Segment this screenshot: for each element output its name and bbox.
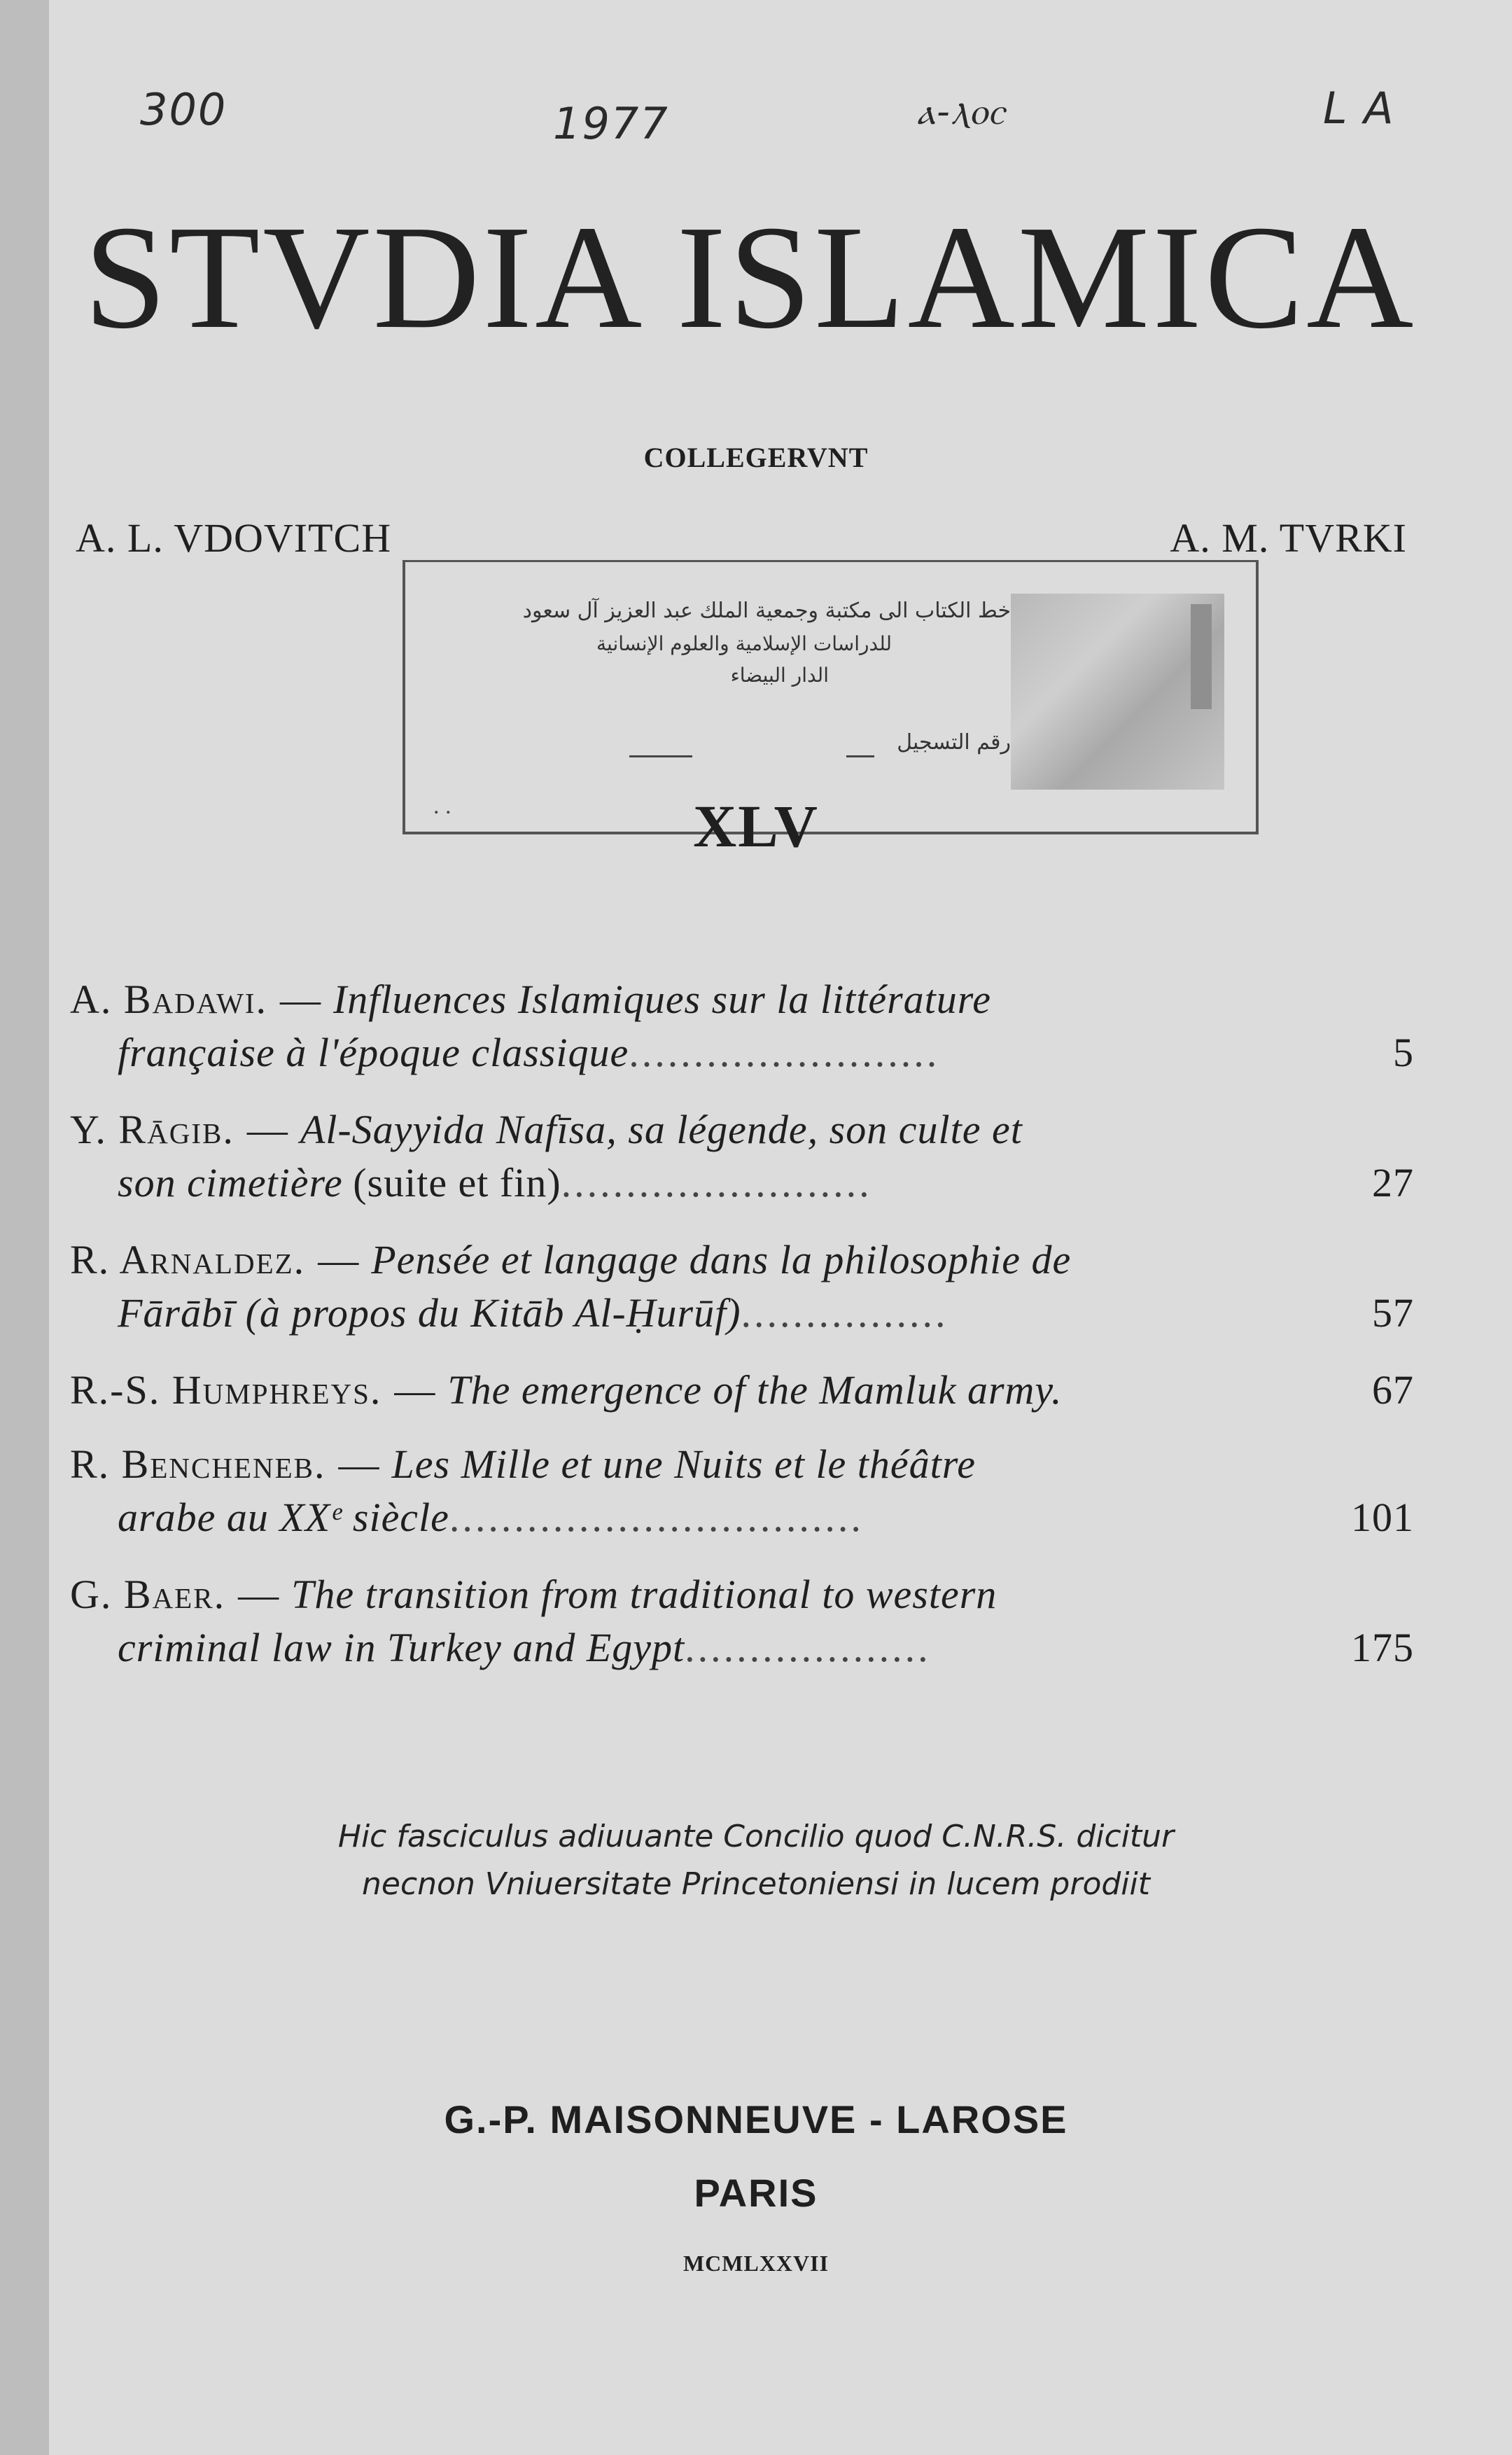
toc-dash: — xyxy=(318,1237,359,1282)
publication-city: PARIS xyxy=(694,2171,818,2215)
toc-title-cont: arabe au XXᵉ siècle xyxy=(118,1495,449,1540)
stamp-registration-label: رقم التسجيل xyxy=(897,730,1011,755)
toc-title: Al-Sayyida Nafīsa, sa légende, son culte et xyxy=(300,1107,1023,1152)
handwritten-note-left: 300 xyxy=(140,84,227,135)
toc-leader: ........................ xyxy=(561,1160,872,1205)
toc-page-number: 175 xyxy=(1351,1625,1414,1670)
publication-year: MCMLXXVII xyxy=(682,2251,830,2276)
toc-entry xyxy=(70,1233,1414,1340)
toc-page-number: 5 xyxy=(1393,1030,1414,1075)
toc-author: A. Badawi. xyxy=(70,977,267,1022)
toc-author: R. Bencheneb. xyxy=(70,1441,326,1487)
toc-title-cont: française à l'époque classique xyxy=(118,1030,629,1075)
funding-note-line-2: necnon Vniuersitate Princetoniensi in lucem prodiit xyxy=(361,1866,1151,1902)
publisher-name: G.-P. MAISONNEUVE - LAROSE xyxy=(444,2097,1068,2141)
toc-dash: — xyxy=(279,977,321,1022)
toc-leader: ........................ xyxy=(629,1030,940,1075)
toc-title-cont: criminal law in Turkey and Egypt xyxy=(118,1625,685,1670)
stamp-line-1: خط الكتاب الى مكتبة وجمعية الملك عبد العزيز آل سعود xyxy=(522,599,1011,623)
toc-entry xyxy=(70,1364,1414,1417)
toc-title: Influences Islamiques sur la littérature xyxy=(332,977,991,1022)
stamp-dash xyxy=(629,755,692,757)
book-spine-shadow xyxy=(0,0,49,2455)
toc-entry xyxy=(70,1568,1414,1674)
toc-title: The emergence of the Mamluk army. xyxy=(447,1367,1063,1413)
toc-title-cont: Fārābī (à propos du Kitāb Al-Ḥurūf) xyxy=(118,1290,741,1336)
toc-author: R.-S. Humphreys. xyxy=(70,1367,382,1413)
toc-leader: ................... xyxy=(685,1625,931,1670)
funding-note-line-1: Hic fasciculus adiuuante Concilio quod C.N.R.S. dicitur xyxy=(337,1819,1175,1854)
title-page xyxy=(49,0,1512,2455)
toc-entry xyxy=(70,1103,1414,1210)
toc-author: Y. Rāgib. xyxy=(70,1107,234,1152)
stamp-seal-image xyxy=(1011,594,1224,790)
toc-author: R. Arnaldez. xyxy=(70,1237,306,1282)
journal-title: STVDIA ISLAMICA xyxy=(84,195,1417,359)
toc-title: The transition from traditional to western xyxy=(291,1572,997,1617)
toc-dash: — xyxy=(246,1107,288,1152)
toc-author: G. Baer. xyxy=(70,1572,226,1617)
toc-leader: ................................ xyxy=(449,1495,864,1540)
toc-title: Pensée et langage dans la philosophie de xyxy=(371,1237,1072,1282)
handwritten-note-code: ⲁ-ⲗⲟⲥ xyxy=(917,91,1006,133)
toc-leader: ................ xyxy=(741,1290,948,1336)
collegervnt-label: COLLEGERVNT xyxy=(643,442,869,473)
volume-number: XLV xyxy=(693,792,819,860)
toc-page-number: 57 xyxy=(1372,1290,1414,1336)
toc-entry xyxy=(70,973,1414,1079)
stamp-line-2: للدراسات الإسلامية والعلوم الإنسانية xyxy=(596,632,892,655)
toc-page-number: 27 xyxy=(1372,1160,1414,1205)
toc-page-number: 67 xyxy=(1372,1367,1414,1413)
handwritten-note-year: 1977 xyxy=(553,98,669,149)
toc-title-note: (suite et fin) xyxy=(353,1160,561,1205)
stamp-dash xyxy=(846,755,874,757)
handwritten-note-right: L A xyxy=(1323,83,1395,134)
funding-note xyxy=(0,1813,1512,1908)
toc-entry xyxy=(70,1438,1414,1544)
editor-right: A. M. TVRKI xyxy=(1170,515,1407,561)
toc-dash: — xyxy=(394,1367,435,1413)
stamp-line-3: الدار البيضاء xyxy=(730,664,829,687)
toc-dash: — xyxy=(238,1572,279,1617)
toc-title: Les Mille et une Nuits et le théâtre xyxy=(391,1441,976,1487)
editor-left: A. L. VDOVITCH xyxy=(76,515,392,561)
stamp-dots: . . xyxy=(433,793,451,819)
toc-title-cont: son cimetière xyxy=(118,1160,343,1205)
toc-dash: — xyxy=(338,1441,379,1487)
toc-page-number: 101 xyxy=(1351,1495,1414,1540)
